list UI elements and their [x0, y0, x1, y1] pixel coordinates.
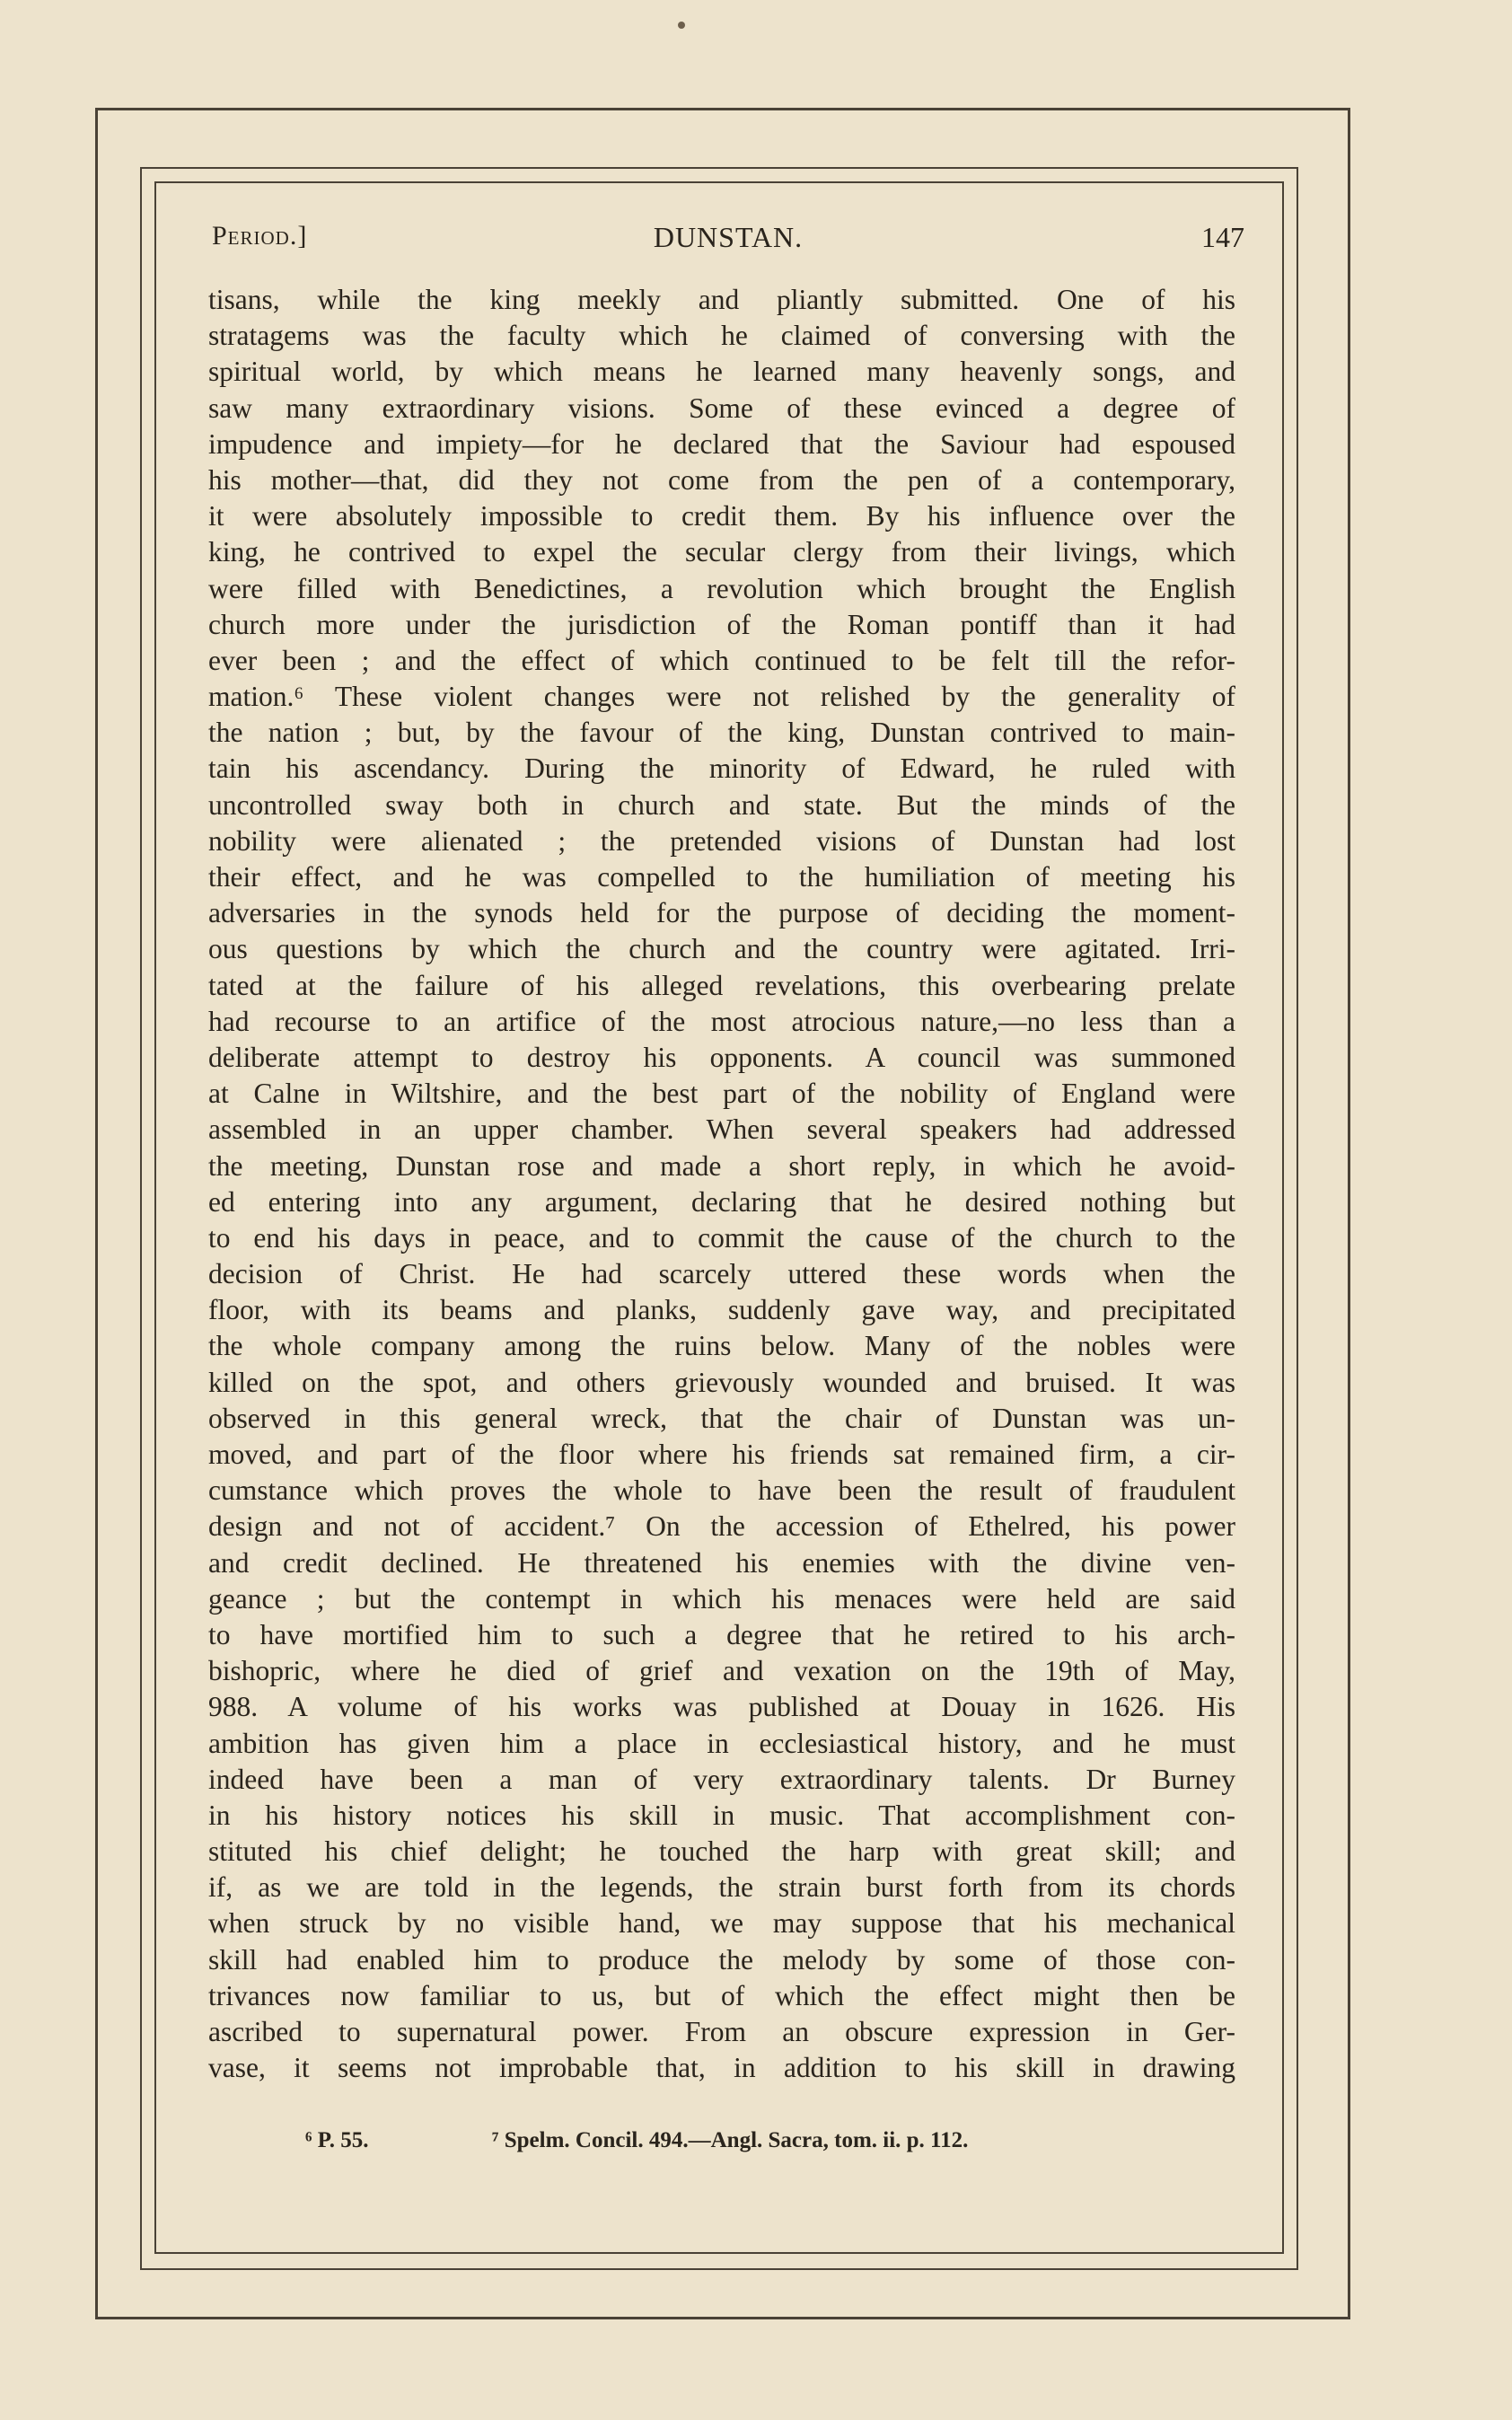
text-line: skill had enabled him to produce the melody by some of those con-	[208, 1943, 1235, 1976]
text-line: adversaries in the synods held for the purpose of deciding the moment-	[208, 897, 1235, 929]
text-line: tated at the failure of his alleged revelations, this overbearing prelate	[208, 969, 1235, 1001]
text-line: decision of Christ. He had scarcely uttered these words when the	[208, 1258, 1235, 1290]
text-line: cumstance which proves the whole to have been the result of fraudulent	[208, 1474, 1235, 1507]
text-line: stratagems was the faculty which he claimed of conversing with the	[208, 320, 1235, 352]
text-line: when struck by no visible hand, we may suppose that his mechanical	[208, 1907, 1235, 1940]
text-line: assembled in an upper chamber. When several speakers had addressed	[208, 1113, 1235, 1146]
footnote-6: ⁶ P. 55.	[305, 2128, 369, 2152]
text-line: ous questions by which the church and the country were agitated. Irri-	[208, 933, 1235, 965]
text-line: mation.⁶ These violent changes were not relished by the generality of	[208, 681, 1235, 713]
text-line: deliberate attempt to destroy his opponents. A council was summoned	[208, 1041, 1235, 1073]
text-line: nobility were alienated ; the pretended visions of Dunstan had lost	[208, 824, 1235, 857]
text-line: were filled with Benedictines, a revolution which brought the English	[208, 572, 1235, 604]
text-line: their effect, and he was compelled to the humiliation of meeting his	[208, 861, 1235, 893]
text-line: to have mortified him to such a degree that he retired to his arch-	[208, 1618, 1235, 1650]
text-line: observed in this general wreck, that the chair of Dunstan was un-	[208, 1402, 1235, 1434]
text-line: if, as we are told in the legends, the strain burst forth from its chords	[208, 1871, 1235, 1904]
text-line: impudence and impiety—for he declared that the Saviour had espoused	[208, 427, 1235, 460]
text-line: bishopric, where he died of grief and vexation on the 19th of May,	[208, 1655, 1235, 1687]
text-line: to end his days in peace, and to commit the cause of the church to the	[208, 1221, 1235, 1254]
text-line: tisans, while the king meekly and pliantly submitted. One of his	[208, 284, 1235, 315]
body-text	[208, 282, 1235, 2123]
text-line: 988. A volume of his works was published at Douay in 1626. His	[208, 1691, 1235, 1723]
ink-speck	[678, 22, 685, 29]
text-line: geance ; but the contempt in which his menaces were held are said	[208, 1582, 1235, 1615]
running-head-title: DUNSTAN.	[653, 221, 804, 253]
text-line: had recourse to an artifice of the most atrocious nature,—no less than a	[208, 1005, 1235, 1037]
text-line: trivances now familiar to us, but of which the effect might then be	[208, 1979, 1235, 2011]
text-line: design and not of accident.⁷ On the accession of Ethelred, his power	[208, 1510, 1235, 1543]
footnote-7: ⁷ Spelm. Concil. 494.—Angl. Sacra, tom. ii. p. 112.	[492, 2128, 969, 2152]
text-line: it were absolutely impossible to credit them. By his influence over the	[208, 500, 1235, 532]
running-head	[212, 221, 1244, 257]
text-line: stituted his chief delight; he touched the harp with great skill; and	[208, 1835, 1235, 1868]
text-line: spiritual world, by which means he learned many heavenly songs, and	[208, 356, 1235, 388]
text-line: vase, it seems not improbable that, in addition to his skill in drawing	[208, 2052, 1235, 2084]
text-line: killed on the spot, and others grievously wounded and bruised. It was	[208, 1366, 1235, 1398]
text-line: indeed have been a man of very extraordinary talents. Dr Burney	[208, 1763, 1235, 1795]
page-number: 147	[1201, 221, 1244, 253]
text-line: ascribed to supernatural power. From an obscure expression in Ger-	[208, 2016, 1235, 2047]
text-line: at Calne in Wiltshire, and the best part of the nobility of England were	[208, 1078, 1235, 1110]
text-line: the nation ; but, by the favour of the king, Dunstan contrived to main-	[208, 717, 1235, 749]
text-line: floor, with its beams and planks, suddenly gave way, and precipitated	[208, 1294, 1235, 1326]
text-line: church more under the jurisdiction of the Roman pontiff than it had	[208, 608, 1235, 640]
text-line: moved, and part of the floor where his friends sat remained firm, a cir-	[208, 1439, 1235, 1470]
text-line: uncontrolled sway both in church and state. But the minds of the	[208, 788, 1235, 821]
running-head-section: Period.]	[212, 221, 308, 251]
text-line	[208, 2086, 1235, 2122]
text-line: in his history notices his skill in music. That accomplishment con-	[208, 1799, 1235, 1831]
text-line: his mother—that, did they not come from the pen of a contemporary,	[208, 463, 1235, 496]
text-line: ever been ; and the effect of which continued to be felt till the refor-	[208, 644, 1235, 676]
text-line: the meeting, Dunstan rose and made a short reply, in which he avoid-	[208, 1149, 1235, 1182]
text-line: and credit declined. He threatened his enemies with the divine ven-	[208, 1546, 1235, 1579]
text-line: the whole company among the ruins below. Many of the nobles were	[208, 1330, 1235, 1362]
text-line: ed entering into any argument, declaring that he desired nothing but	[208, 1185, 1235, 1218]
text-line: tain his ascendancy. During the minority of Edward, he ruled with	[208, 752, 1235, 785]
text-line: ambition has given him a place in ecclesiastical history, and he must	[208, 1727, 1235, 1759]
text-line: king, he contrived to expel the secular clergy from their livings, which	[208, 536, 1235, 568]
text-line: saw many extraordinary visions. Some of these evinced a degree of	[208, 392, 1235, 424]
